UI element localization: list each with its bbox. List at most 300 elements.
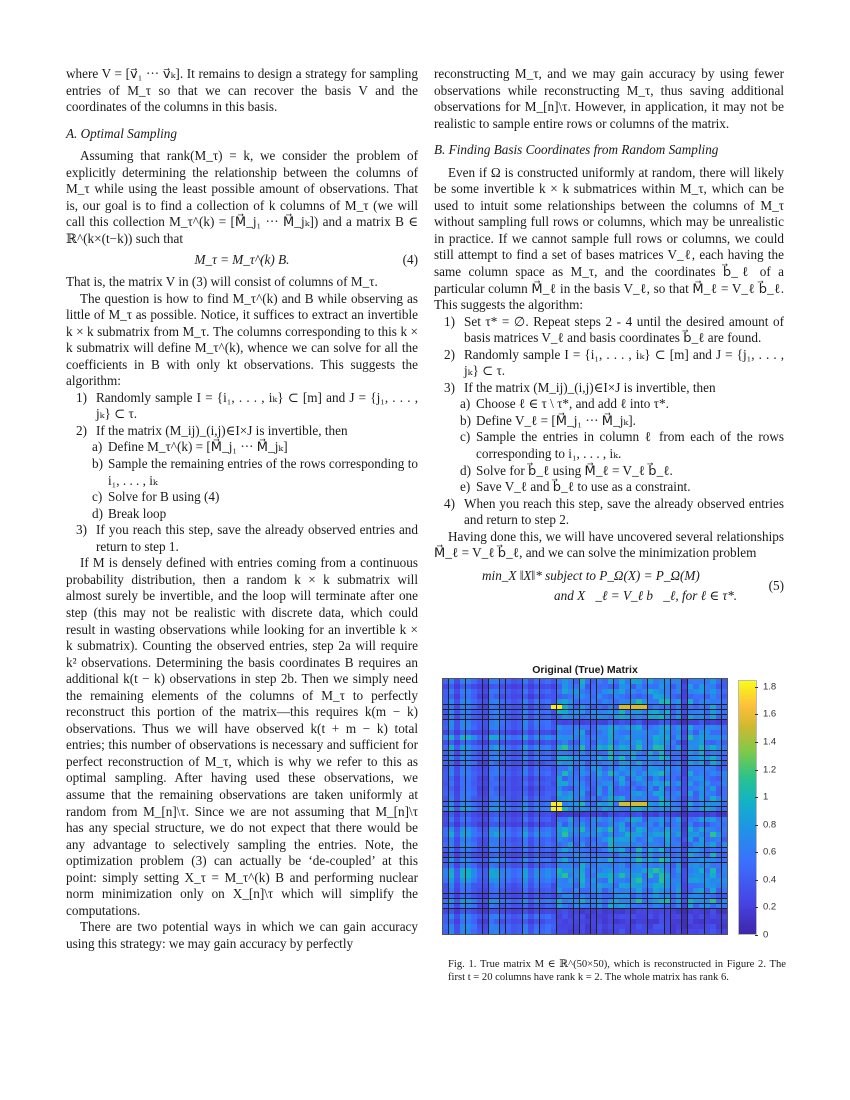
heatmap-cell — [688, 863, 693, 868]
heatmap-cell — [710, 786, 715, 791]
heatmap-cell — [528, 837, 533, 842]
heatmap-cell — [574, 807, 579, 812]
heatmap-cell — [528, 883, 533, 888]
heatmap-cell — [443, 807, 448, 812]
heatmap-cell — [506, 868, 511, 873]
heatmap-cell — [722, 756, 727, 761]
heatmap-cell — [642, 756, 647, 761]
heatmap-cell — [705, 832, 710, 837]
heatmap-cell — [562, 888, 567, 893]
heatmap-cell — [449, 863, 454, 868]
heatmap-cell — [705, 776, 710, 781]
algorithm-step — [66, 522, 418, 555]
heatmap-cell — [682, 761, 687, 766]
heatmap-cell — [449, 807, 454, 812]
heatmap-cell — [682, 914, 687, 919]
heatmap-cell — [443, 842, 448, 847]
heatmap-cell — [483, 802, 488, 807]
heatmap-cell — [602, 817, 607, 822]
heatmap-cell — [483, 720, 488, 725]
heatmap-cell — [614, 929, 619, 934]
heatmap-cell — [665, 842, 670, 847]
heatmap-cell — [688, 771, 693, 776]
heatmap-cell — [489, 786, 494, 791]
heatmap-cell — [699, 684, 704, 689]
heatmap-cell — [449, 735, 454, 740]
heatmap-cell — [551, 791, 556, 796]
heatmap-cell — [574, 832, 579, 837]
heatmap-cell — [551, 883, 556, 888]
heatmap-cell — [580, 745, 585, 750]
heatmap-cell — [631, 899, 636, 904]
heatmap-cell — [471, 827, 476, 832]
heatmap-cell — [477, 858, 482, 863]
heatmap-cell — [710, 888, 715, 893]
heatmap-cell — [574, 929, 579, 934]
heatmap-cell — [449, 751, 454, 756]
heatmap-cell — [671, 745, 676, 750]
heatmap-cell — [568, 735, 573, 740]
heatmap-cell — [517, 832, 522, 837]
heatmap-cell — [631, 817, 636, 822]
heatmap-cell — [494, 679, 499, 684]
heatmap-cell — [471, 756, 476, 761]
heatmap-cell — [574, 812, 579, 817]
step-label: b) — [460, 412, 471, 428]
heatmap-cell — [665, 781, 670, 786]
heatmap-cell — [710, 883, 715, 888]
heatmap-cell — [693, 745, 698, 750]
heatmap-cell — [631, 914, 636, 919]
heatmap-cell — [506, 781, 511, 786]
heatmap-cell — [619, 796, 624, 801]
heatmap-cell — [460, 689, 465, 694]
heatmap-cell — [722, 725, 727, 730]
heatmap-cell — [477, 909, 482, 914]
heatmap-cell — [716, 679, 721, 684]
heatmap-cell — [722, 766, 727, 771]
heatmap-cell — [562, 791, 567, 796]
heatmap-cell — [568, 802, 573, 807]
heatmap-cell — [648, 817, 653, 822]
heatmap-cell — [591, 832, 596, 837]
heatmap-cell — [511, 899, 516, 904]
heatmap-cell — [602, 725, 607, 730]
heatmap-cell — [659, 878, 664, 883]
heatmap-cell — [545, 725, 550, 730]
heatmap-cell — [557, 802, 562, 807]
heatmap-cell — [443, 929, 448, 934]
heatmap-cell — [500, 924, 505, 929]
heatmap-cell — [665, 735, 670, 740]
heatmap-cell — [545, 745, 550, 750]
heatmap-cell — [562, 924, 567, 929]
heatmap-cell — [699, 894, 704, 899]
heatmap-cell — [500, 786, 505, 791]
heatmap-cell — [585, 796, 590, 801]
heatmap-cell — [540, 807, 545, 812]
heatmap-cell — [580, 740, 585, 745]
heatmap-cell — [699, 710, 704, 715]
heatmap-cell — [619, 858, 624, 863]
heatmap-cell — [699, 853, 704, 858]
heatmap-cell — [619, 863, 624, 868]
colorbar-tick-label: 1.8 — [763, 681, 777, 693]
heatmap-cell — [489, 868, 494, 873]
heatmap-cell — [636, 781, 641, 786]
heatmap-cell — [443, 689, 448, 694]
heatmap-cell — [642, 888, 647, 893]
heatmap-cell — [449, 786, 454, 791]
heatmap-cell — [636, 730, 641, 735]
heatmap-cell — [659, 924, 664, 929]
heatmap-cell — [562, 832, 567, 837]
heatmap-cell — [653, 802, 658, 807]
heatmap-cell — [699, 786, 704, 791]
heatmap-cell — [523, 863, 528, 868]
heatmap-cell — [551, 771, 556, 776]
heatmap-cell — [619, 740, 624, 745]
heatmap-cell — [557, 720, 562, 725]
heatmap-cell — [722, 771, 727, 776]
heatmap-cell — [591, 796, 596, 801]
heatmap-cell — [619, 791, 624, 796]
heatmap-cell — [693, 812, 698, 817]
heatmap-cell — [591, 689, 596, 694]
heatmap-cell — [449, 740, 454, 745]
heatmap-cell — [517, 745, 522, 750]
heatmap-cell — [636, 924, 641, 929]
heatmap-cell — [671, 858, 676, 863]
heatmap-cell — [682, 684, 687, 689]
heatmap-cell — [523, 720, 528, 725]
heatmap-cell — [568, 720, 573, 725]
heatmap-cell — [653, 924, 658, 929]
heatmap-cell — [523, 725, 528, 730]
heatmap-cell — [648, 715, 653, 720]
heatmap-cell — [665, 919, 670, 924]
heatmap-cell — [443, 776, 448, 781]
heatmap-cell — [710, 919, 715, 924]
heatmap-cell — [602, 837, 607, 842]
heatmap-cell — [534, 842, 539, 847]
heatmap-cell — [636, 842, 641, 847]
heatmap-cell — [506, 720, 511, 725]
heatmap-cell — [693, 924, 698, 929]
heatmap-cell — [500, 894, 505, 899]
heatmap-cell — [460, 883, 465, 888]
heatmap-cell — [699, 924, 704, 929]
heatmap-cell — [449, 720, 454, 725]
heatmap-cell — [705, 837, 710, 842]
heatmap-cell — [676, 791, 681, 796]
heatmap-cell — [710, 858, 715, 863]
heatmap-cell — [528, 679, 533, 684]
heatmap-cell — [454, 812, 459, 817]
heatmap-cell — [659, 914, 664, 919]
heatmap-cell — [659, 740, 664, 745]
heatmap-cell — [506, 715, 511, 720]
heatmap-cell — [557, 914, 562, 919]
heatmap-cell — [540, 694, 545, 699]
heatmap-cell — [483, 791, 488, 796]
heatmap-cell — [466, 705, 471, 710]
heatmap-cell — [653, 699, 658, 704]
heatmap-cell — [699, 914, 704, 919]
heatmap-cell — [642, 766, 647, 771]
heatmap-cell — [597, 842, 602, 847]
heatmap-cell — [551, 689, 556, 694]
heatmap-cell — [545, 842, 550, 847]
heatmap-cell — [602, 776, 607, 781]
heatmap-cell — [682, 812, 687, 817]
heatmap-cell — [471, 848, 476, 853]
heatmap-cell — [653, 761, 658, 766]
heatmap-cell — [676, 710, 681, 715]
heatmap-cell — [693, 751, 698, 756]
heatmap-cell — [659, 679, 664, 684]
heatmap-cell — [540, 883, 545, 888]
heatmap-cell — [443, 694, 448, 699]
heatmap-cell — [494, 684, 499, 689]
heatmap-cell — [443, 684, 448, 689]
heatmap-cell — [614, 730, 619, 735]
heatmap-cell — [619, 837, 624, 842]
heatmap-cell — [608, 740, 613, 745]
heatmap-cell — [705, 842, 710, 847]
heatmap-cell — [466, 684, 471, 689]
heatmap-cell — [597, 715, 602, 720]
heatmap-cell — [682, 766, 687, 771]
heatmap-cell — [671, 761, 676, 766]
heatmap-cell — [614, 868, 619, 873]
heatmap-cell — [682, 751, 687, 756]
heatmap-cell — [693, 873, 698, 878]
heatmap-cell — [602, 822, 607, 827]
heatmap-cell — [699, 776, 704, 781]
heatmap-cell — [500, 756, 505, 761]
heatmap-cell — [466, 858, 471, 863]
heatmap-cell — [443, 878, 448, 883]
heatmap-cell — [699, 817, 704, 822]
equation-line-1: min_X ‖X‖* subject to P_Ω(X) = P_Ω(M) — [482, 567, 700, 583]
heatmap-cell — [460, 827, 465, 832]
colorbar-tick-label: 0 — [763, 929, 769, 941]
heatmap-cell — [523, 883, 528, 888]
heatmap-cell — [562, 894, 567, 899]
heatmap-cell — [688, 868, 693, 873]
heatmap-cell — [545, 766, 550, 771]
heatmap-cell — [625, 684, 630, 689]
heatmap-cell — [642, 751, 647, 756]
heatmap-cell — [551, 812, 556, 817]
heatmap-cell — [540, 873, 545, 878]
heatmap-cell — [688, 699, 693, 704]
heatmap-cell — [511, 873, 516, 878]
heatmap-cell — [562, 771, 567, 776]
heatmap-cell — [625, 802, 630, 807]
heatmap-cell — [500, 730, 505, 735]
heatmap-cell — [722, 791, 727, 796]
heatmap-cell — [653, 904, 658, 909]
heatmap-cell — [614, 807, 619, 812]
heatmap-cell — [699, 863, 704, 868]
heatmap-cell — [483, 888, 488, 893]
heatmap-cell — [494, 853, 499, 858]
heatmap-cell — [625, 888, 630, 893]
heatmap-cell — [471, 858, 476, 863]
heatmap-cell — [551, 705, 556, 710]
heatmap-cell — [648, 842, 653, 847]
heatmap-cell — [506, 740, 511, 745]
heatmap-cell — [517, 924, 522, 929]
heatmap-cell — [671, 832, 676, 837]
heatmap-cell — [716, 899, 721, 904]
heatmap-cell — [454, 740, 459, 745]
heatmap-cell — [631, 705, 636, 710]
heatmap-cell — [693, 868, 698, 873]
heatmap-cell — [551, 679, 556, 684]
heatmap-cell — [688, 919, 693, 924]
heatmap-cell — [471, 720, 476, 725]
heatmap-cell — [625, 807, 630, 812]
heatmap-cell — [494, 771, 499, 776]
heatmap-cell — [454, 848, 459, 853]
heatmap-cell — [545, 699, 550, 704]
heatmap-cell — [540, 756, 545, 761]
heatmap-cell — [580, 694, 585, 699]
heatmap-cell — [557, 715, 562, 720]
heatmap-cell — [631, 694, 636, 699]
heatmap-cell — [574, 694, 579, 699]
heatmap-cell — [557, 679, 562, 684]
heatmap-cell — [568, 899, 573, 904]
heatmap-cell — [517, 751, 522, 756]
heatmap-cell — [466, 735, 471, 740]
heatmap-cell — [489, 735, 494, 740]
heatmap-cell — [557, 730, 562, 735]
heatmap-cell — [710, 791, 715, 796]
heatmap-cell — [597, 786, 602, 791]
heatmap-cell — [699, 873, 704, 878]
heatmap-cell — [580, 735, 585, 740]
heatmap-cell — [557, 909, 562, 914]
heatmap-cell — [534, 756, 539, 761]
heatmap-cell — [454, 868, 459, 873]
heatmap-cell — [614, 740, 619, 745]
heatmap-cell — [534, 837, 539, 842]
heatmap-cell — [688, 904, 693, 909]
heatmap-cell — [545, 791, 550, 796]
heatmap-cell — [608, 730, 613, 735]
heatmap-cell — [528, 827, 533, 832]
heatmap-cell — [585, 924, 590, 929]
heatmap-cell — [710, 894, 715, 899]
heatmap-cell — [489, 745, 494, 750]
heatmap-cell — [574, 771, 579, 776]
heatmap-cell — [557, 817, 562, 822]
heatmap-cell — [614, 873, 619, 878]
heatmap-cell — [608, 837, 613, 842]
heatmap-cell — [642, 679, 647, 684]
heatmap-cell — [580, 858, 585, 863]
heatmap-cell — [511, 756, 516, 761]
heatmap-cell — [477, 745, 482, 750]
heatmap-cell — [585, 919, 590, 924]
heatmap-cell — [699, 909, 704, 914]
heatmap-cell — [636, 873, 641, 878]
heatmap-cell — [688, 735, 693, 740]
heatmap-cell — [676, 899, 681, 904]
heatmap-cell — [466, 745, 471, 750]
heatmap-cell — [557, 699, 562, 704]
heatmap-cell — [682, 745, 687, 750]
heatmap-cell — [710, 694, 715, 699]
heatmap-cell — [574, 873, 579, 878]
heatmap-cell — [483, 807, 488, 812]
heatmap-cell — [517, 756, 522, 761]
heatmap-cell — [710, 725, 715, 730]
heatmap-cell — [449, 694, 454, 699]
heatmap-cell — [614, 924, 619, 929]
heatmap-cell — [705, 694, 710, 699]
heatmap-cell — [642, 710, 647, 715]
heatmap-cell — [682, 848, 687, 853]
heatmap-cell — [688, 761, 693, 766]
heatmap-cell — [523, 756, 528, 761]
heatmap-cell — [460, 781, 465, 786]
heatmap-cell — [568, 786, 573, 791]
heatmap-cell — [642, 883, 647, 888]
heatmap-cell — [551, 730, 556, 735]
heatmap-cell — [511, 684, 516, 689]
heatmap-cell — [562, 853, 567, 858]
heatmap-cell — [705, 807, 710, 812]
heatmap-cell — [636, 735, 641, 740]
heatmap-cell — [562, 740, 567, 745]
heatmap-cell — [471, 832, 476, 837]
heatmap-cell — [614, 684, 619, 689]
heatmap-cell — [568, 837, 573, 842]
paragraph: Assuming that rank(M_τ) = k, we consider the problem of explicitly determining the relationship between the columns of M_τ while using the least possible amount of observations. That is, our goal is to find a collection of k columns of M_τ (we will call this collection M_τ^(k) = [M⃗_j₁ ··· M⃗_jₖ]) and a matrix B ∈ ℝ^(k×(t−k)) such that — [66, 148, 418, 246]
heatmap-cell — [449, 904, 454, 909]
heatmap-cell — [619, 710, 624, 715]
heatmap-cell — [574, 888, 579, 893]
heatmap-cell — [477, 776, 482, 781]
heatmap-cell — [597, 812, 602, 817]
heatmap-cell — [460, 863, 465, 868]
heatmap-cell — [699, 888, 704, 893]
heatmap-cell — [534, 796, 539, 801]
heatmap-cell — [705, 812, 710, 817]
heatmap-cell — [699, 761, 704, 766]
heatmap-cell — [568, 689, 573, 694]
heatmap-cell — [676, 735, 681, 740]
heatmap-cell — [540, 740, 545, 745]
heatmap-cell — [631, 730, 636, 735]
heatmap-cell — [528, 776, 533, 781]
heatmap-cell — [454, 832, 459, 837]
heatmap-cell — [631, 766, 636, 771]
heatmap-cell — [511, 822, 516, 827]
heatmap-cell — [562, 730, 567, 735]
heatmap-cell — [460, 812, 465, 817]
heatmap-cell — [494, 730, 499, 735]
heatmap-cell — [466, 802, 471, 807]
heatmap-cell — [500, 853, 505, 858]
heatmap-cell — [568, 929, 573, 934]
heatmap-cell — [483, 868, 488, 873]
